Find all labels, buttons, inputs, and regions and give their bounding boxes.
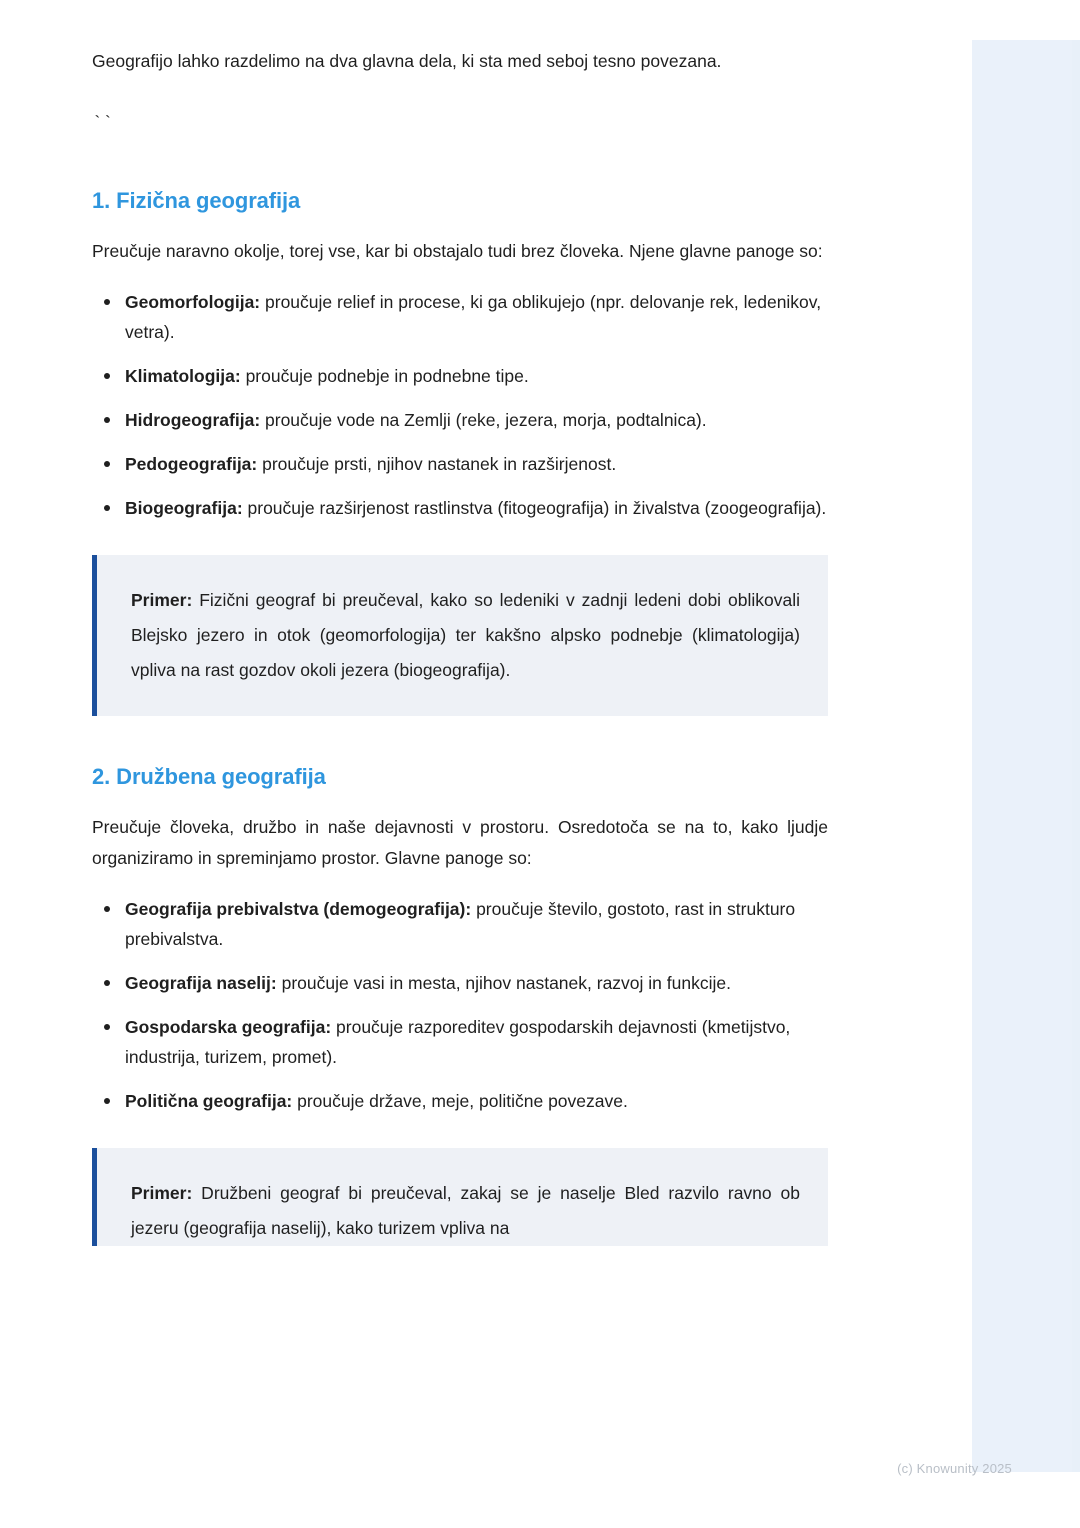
- callout-text: Družbeni geograf bi preučeval, zakaj se je naselje Bled razvilo ravno ob jezeru (geografija naselij), kako turizem vpliva na: [131, 1183, 800, 1238]
- list-item-term: Biogeografija:: [125, 498, 243, 518]
- intro-paragraph: Geografijo lahko razdelimo na dva glavna dela, ki sta med seboj tesno povezana.: [92, 51, 722, 71]
- list-item-term: Hidrogeografija:: [125, 410, 261, 430]
- callout-text: Fizični geograf bi preučeval, kako so ledeniki v zadnji ledeni dobi oblikovali Blejsko jezero in otok (geomorfologija) ter kakšno alpsko podnebje (klimatologija) vpliva na rast gozdov okoli jezera (biogeografija).: [131, 590, 800, 680]
- watermark: (c) Knowunity 2025: [897, 1461, 1012, 1476]
- list-item: [122, 1012, 828, 1072]
- page-side-rail: [972, 40, 1080, 1472]
- section-title-druzbena-geografija: 2. Družbena geografija: [92, 764, 326, 789]
- list-item: [122, 361, 828, 391]
- list-item-text: proučuje podnebje in podnebne tipe.: [240, 366, 529, 386]
- list-item-text: proučuje države, meje, politične povezave.: [292, 1091, 628, 1111]
- callout-label: Primer:: [131, 590, 193, 610]
- list-item-text: proučuje razporeditev gospodarskih dejavnosti (kmetijstvo, industrija, turizem, promet).: [125, 1017, 791, 1067]
- list-item-text: proučuje vode na Zemlji (reke, jezera, morja, podtalnica).: [260, 410, 707, 430]
- document-content: [92, 46, 828, 1246]
- page-bottom-margin: [0, 1472, 1080, 1528]
- list-item: [122, 1086, 828, 1116]
- list-item: [122, 968, 828, 998]
- list-item-term: Pedogeografija:: [125, 454, 258, 474]
- section-title-fizicna-geografija: 1. Fizična geografija: [92, 188, 301, 213]
- bullet-list-fizicna-geografija: [92, 287, 828, 523]
- list-item-text: proučuje razširjenost rastlinstva (fitogeografija) in živalstva (zoogeografija).: [242, 498, 827, 518]
- list-item-term: Gospodarska geografija:: [125, 1017, 332, 1037]
- bullet-list-druzbena-geografija: [92, 894, 828, 1116]
- list-item: [122, 894, 828, 954]
- list-item: [122, 405, 828, 435]
- list-item: [122, 287, 828, 347]
- list-item-term: Geografija prebivalstva (demogeografija):: [125, 899, 472, 919]
- list-item-term: Politična geografija:: [125, 1091, 293, 1111]
- page-side-rail-inner: [972, 40, 1072, 1472]
- list-item-term: Klimatologija:: [125, 366, 241, 386]
- list-item-text: proučuje relief in procese, ki ga oblikujejo (npr. delovanje rek, ledenikov, vetra).: [125, 292, 822, 342]
- example-callout-fizicna-geografija: [92, 555, 828, 716]
- list-item: [122, 449, 828, 479]
- callout-label: Primer:: [131, 1183, 193, 1203]
- section-intro-fizicna-geografija: Preučuje naravno okolje, torej vse, kar bi obstajalo tudi brez človeka. Njene glavne panoge so:: [92, 241, 823, 261]
- list-item-text: proučuje prsti, njihov nastanek in razširjenost.: [257, 454, 617, 474]
- list-item-term: Geomorfologija:: [125, 292, 261, 312]
- list-item-text: proučuje število, gostoto, rast in strukturo prebivalstva.: [125, 899, 796, 949]
- example-callout-druzbena-geografija: [92, 1148, 828, 1246]
- list-item: [122, 493, 828, 523]
- list-item-text: proučuje vasi in mesta, njihov nastanek, razvoj in funkcije.: [276, 973, 731, 993]
- code-marker: ``: [92, 114, 114, 134]
- section-intro-druzbena-geografija: Preučuje človeka, družbo in naše dejavnosti v prostoru. Osredotoča se na to, kako ljudje organiziramo in spreminjamo prostor. Glavne panoge so:: [92, 817, 828, 868]
- list-item-term: Geografija naselij:: [125, 973, 277, 993]
